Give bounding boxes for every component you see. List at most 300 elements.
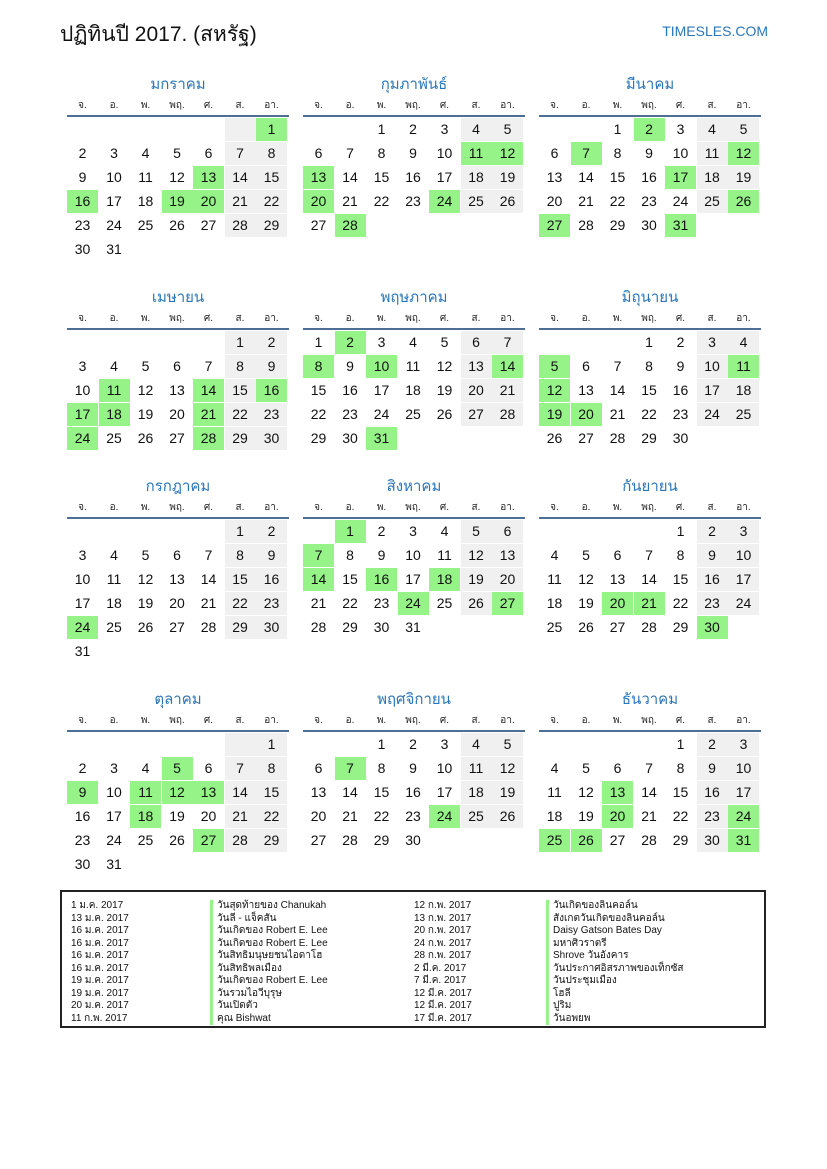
weekday-label: อ. (109, 502, 119, 513)
day-cell: 23 (256, 592, 287, 615)
day-cell: 29 (342, 619, 358, 635)
day-cell: 7 (225, 142, 256, 165)
day-cell: 15 (225, 568, 256, 591)
day-cell: 13 (461, 355, 492, 378)
day-cell: 7 (204, 358, 213, 374)
day-cell: 4 (550, 760, 559, 776)
weekday-label: พฤ. (641, 715, 657, 726)
day-cell: 15 (672, 784, 689, 800)
weekday-header (67, 500, 289, 514)
weekday-label: ศ. (439, 502, 450, 513)
holiday-name: คุณ Bishwat (210, 1013, 328, 1026)
weekday-label: ศ. (675, 313, 686, 324)
day-cell: 28 (578, 217, 594, 233)
weekday-label: อา. (500, 502, 515, 513)
day-cell: 3 (377, 334, 386, 350)
month-title: เมษายน (151, 289, 205, 306)
holiday-day-cell: 17 (67, 403, 98, 426)
day-cell: 10 (436, 145, 453, 161)
holiday-day-cell: 17 (665, 166, 696, 189)
weekday-label: อา. (736, 715, 751, 726)
weekday-label: พฤ. (169, 715, 185, 726)
day-cell: 3 (110, 760, 118, 776)
holiday-date: 16 ม.ค. 2017 (71, 950, 129, 961)
day-cell: 23 (697, 805, 728, 828)
weekday-header (67, 98, 289, 112)
day-cell: 29 (225, 616, 256, 639)
day-cell: 3 (440, 121, 449, 137)
day-cell: 27 (578, 430, 594, 446)
holiday-name: โฮลี (546, 988, 684, 1001)
day-cell: 11 (405, 358, 421, 374)
header-rule (303, 115, 525, 117)
holiday-names-column-2 (546, 900, 684, 1025)
day-cell: 21 (342, 808, 358, 824)
day-cell: 18 (728, 379, 759, 402)
month-title: ตุลาคม (154, 691, 202, 708)
day-cell: 16 (641, 169, 657, 185)
day-cell: 22 (373, 193, 390, 209)
weekday-label: ส. (471, 313, 481, 324)
holiday-date: 20 ก.พ. 2017 (414, 925, 472, 936)
holiday-day-cell: 28 (193, 427, 224, 450)
day-cell: 23 (74, 832, 91, 848)
day-cell: 11 (437, 547, 452, 563)
weekday-header (67, 311, 289, 325)
day-cell: 21 (200, 595, 217, 611)
weekday-label: พ. (376, 502, 387, 513)
weekday-header (303, 311, 525, 325)
header-rule (539, 730, 761, 732)
day-cell: 22 (641, 406, 657, 422)
month-title: มิถุนายน (621, 289, 679, 306)
holiday-day-cell: 20 (602, 592, 633, 615)
holiday-day-cell: 26 (728, 190, 759, 213)
header-rule (539, 328, 761, 330)
day-cell: 1 (256, 733, 287, 756)
day-cell: 2 (409, 736, 417, 752)
weekday-label: อ. (345, 100, 355, 111)
day-cell: 22 (256, 190, 287, 213)
weekday-label: อ. (109, 100, 119, 111)
holiday-name: วันประชุมเมือง (546, 975, 684, 988)
weekday-label: อา. (264, 715, 279, 726)
header-rule (67, 517, 289, 519)
day-cell: 9 (409, 760, 417, 776)
day-cell: 27 (200, 217, 217, 233)
weekday-label: พ. (376, 100, 387, 111)
day-cell: 9 (78, 169, 87, 185)
day-cell: 12 (492, 757, 523, 780)
holiday-name: มหาศิวราตรี (546, 938, 684, 951)
weekday-label: ส. (471, 502, 481, 513)
day-cell: 22 (225, 592, 256, 615)
holiday-day-cell: 16 (67, 190, 98, 213)
day-cell: 30 (373, 619, 390, 635)
day-cell: 9 (377, 547, 386, 563)
weekday-label: จ. (78, 715, 87, 726)
day-cell: 18 (106, 595, 122, 611)
day-cell: 28 (492, 403, 523, 426)
weekday-label: ศ. (203, 715, 214, 726)
day-cell: 7 (204, 547, 213, 563)
day-cell: 7 (492, 331, 523, 354)
holiday-day-cell: 13 (193, 166, 224, 189)
day-cell: 18 (697, 166, 728, 189)
day-cell: 1 (676, 736, 685, 752)
weekday-label: พฤ. (641, 313, 657, 324)
holiday-day-cell: 13 (602, 781, 633, 804)
day-cell: 16 (405, 169, 421, 185)
day-cell: 3 (697, 331, 728, 354)
day-cell: 6 (204, 145, 213, 161)
day-cell: 21 (342, 193, 358, 209)
holiday-name: สังเกตวันเกิดของลินคอล์น (546, 913, 684, 926)
day-cell: 29 (609, 217, 626, 233)
day-cell: 23 (697, 592, 728, 615)
day-cell: 20 (310, 808, 327, 824)
holiday-day-cell: 18 (429, 568, 460, 591)
day-cell: 21 (310, 595, 327, 611)
day-cell: 17 (436, 784, 453, 800)
day-cell: 4 (461, 733, 492, 756)
day-cell: 6 (173, 547, 181, 563)
day-cell: 10 (728, 757, 759, 780)
holiday-day-cell: 16 (256, 379, 287, 402)
weekday-header (303, 500, 525, 514)
day-cell: 21 (641, 808, 657, 824)
day-cell: 19 (436, 382, 453, 398)
month-title: กรกฎาคม (145, 478, 211, 495)
day-cell: 17 (373, 382, 390, 398)
weekday-header (539, 500, 761, 514)
day-cell: 20 (461, 379, 492, 402)
day-cell: 15 (609, 169, 626, 185)
day-cell: 8 (645, 358, 653, 374)
header-rule (67, 115, 289, 117)
holiday-day-cell: 18 (130, 805, 161, 828)
day-cell: 24 (106, 217, 122, 233)
day-cell: 30 (74, 856, 91, 872)
weekday-label: จ. (78, 100, 87, 111)
day-cell: 9 (409, 145, 417, 161)
weekday-label: พฤ. (405, 715, 421, 726)
holiday-day-cell: 5 (162, 757, 193, 780)
day-cell: 31 (106, 856, 122, 872)
weekday-label: อ. (345, 313, 355, 324)
day-cell: 9 (676, 358, 685, 374)
day-cell: 20 (200, 808, 217, 824)
weekday-label: พ. (140, 100, 151, 111)
day-cell: 3 (728, 520, 759, 543)
holiday-date: 7 มี.ค. 2017 (414, 975, 467, 986)
day-cell: 30 (74, 241, 91, 257)
day-cell: 25 (436, 595, 453, 611)
holiday-day-cell: 2 (634, 118, 665, 141)
weekday-label: จ. (314, 502, 323, 513)
holiday-date: 28 ก.พ. 2017 (414, 950, 472, 961)
day-cell: 27 (310, 832, 327, 848)
day-cell: 9 (256, 544, 287, 567)
day-cell: 12 (436, 358, 453, 374)
day-cell: 10 (436, 760, 453, 776)
day-cell: 5 (461, 520, 492, 543)
holiday-day-cell: 31 (665, 214, 696, 237)
holiday-day-cell: 11 (461, 142, 492, 165)
holiday-day-cell: 24 (728, 805, 759, 828)
day-cell: 9 (645, 145, 653, 161)
day-cell: 15 (256, 166, 287, 189)
day-cell: 14 (225, 166, 256, 189)
holiday-day-cell: 9 (67, 781, 98, 804)
day-cell: 5 (728, 118, 759, 141)
weekday-label: พฤ. (405, 100, 421, 111)
weekday-label: ส. (235, 715, 245, 726)
holiday-day-cell: 16 (366, 568, 397, 591)
day-cell: 26 (169, 832, 185, 848)
header-rule (303, 517, 525, 519)
day-cell: 30 (405, 832, 421, 848)
day-cell: 6 (613, 547, 622, 563)
day-cell: 5 (492, 733, 523, 756)
day-cell: 25 (106, 430, 122, 446)
day-cell: 18 (405, 382, 421, 398)
day-cell: 6 (582, 358, 590, 374)
holiday-date: 12 ก.พ. 2017 (414, 900, 472, 911)
day-cell: 6 (461, 331, 492, 354)
holiday-day-cell: 26 (571, 829, 602, 852)
day-cell: 3 (676, 121, 685, 137)
day-cell: 16 (697, 568, 728, 591)
day-cell: 22 (225, 403, 256, 426)
holiday-name: วันเกิดของ Robert E. Lee (210, 975, 328, 988)
day-cell: 6 (492, 520, 523, 543)
day-cell: 2 (78, 760, 87, 776)
day-cell: 31 (405, 619, 421, 635)
day-cell: 18 (546, 595, 563, 611)
weekday-label: ศ. (203, 100, 214, 111)
weekday-label: ศ. (439, 313, 450, 324)
holiday-day-cell: 20 (303, 190, 334, 213)
day-cell: 7 (225, 757, 256, 780)
holiday-day-cell: 7 (571, 142, 602, 165)
holiday-date: 19 ม.ค. 2017 (71, 975, 129, 986)
day-cell: 10 (697, 355, 728, 378)
day-cell: 10 (74, 571, 91, 587)
day-cell: 17 (728, 568, 759, 591)
holiday-date: 2 มี.ค. 2017 (414, 962, 467, 974)
holiday-date: 16 ม.ค. 2017 (71, 962, 129, 974)
weekday-label: พ. (376, 715, 387, 726)
day-cell: 29 (672, 619, 689, 635)
day-cell: 19 (137, 406, 154, 422)
day-cell: 24 (672, 193, 689, 209)
day-cell: 2 (409, 121, 417, 137)
day-cell: 25 (461, 805, 492, 828)
holiday-date: 13 ก.พ. 2017 (414, 912, 472, 924)
day-cell: 2 (377, 523, 386, 539)
day-cell: 8 (225, 355, 256, 378)
weekday-label: อา. (500, 100, 515, 111)
day-cell: 15 (672, 571, 689, 587)
holiday-date: 12 มี.ค. 2017 (414, 987, 472, 999)
holiday-day-cell: 24 (67, 427, 98, 450)
day-cell: 6 (173, 358, 181, 374)
weekday-label: อา. (500, 313, 515, 324)
weekday-label: อ. (109, 313, 119, 324)
day-cell: 7 (613, 358, 622, 374)
day-cell: 19 (137, 595, 154, 611)
day-cell: 1 (645, 334, 653, 350)
day-cell: 2 (697, 733, 728, 756)
day-cell: 26 (546, 430, 563, 446)
holiday-date: 12 มี.ค. 2017 (414, 1000, 472, 1011)
day-cell: 12 (461, 544, 492, 567)
holiday-day-cell: 7 (303, 544, 334, 567)
day-cell: 4 (440, 523, 449, 539)
holiday-date: 16 ม.ค. 2017 (71, 925, 129, 936)
day-cell: 13 (609, 571, 626, 587)
day-cell: 20 (169, 406, 185, 422)
day-cell: 27 (169, 430, 185, 446)
holiday-date: 19 ม.ค. 2017 (71, 987, 129, 999)
holiday-list (60, 890, 766, 1028)
day-cell: 15 (373, 169, 390, 185)
day-cell: 2 (697, 520, 728, 543)
day-cell: 1 (676, 523, 685, 539)
holiday-day-cell: 21 (193, 403, 224, 426)
day-cell: 6 (314, 760, 323, 776)
day-cell: 3 (78, 547, 87, 563)
day-cell: 29 (641, 430, 657, 446)
day-cell: 9 (697, 757, 728, 780)
month-title: มกราคม (150, 76, 206, 93)
day-cell: 17 (728, 781, 759, 804)
day-cell: 31 (106, 241, 122, 257)
day-cell: 27 (609, 619, 626, 635)
day-cell: 18 (137, 193, 154, 209)
day-cell: 17 (405, 571, 421, 587)
header-rule (539, 517, 761, 519)
day-cell: 11 (547, 784, 562, 800)
holiday-name: วันเกิดของ Robert E. Lee (210, 925, 328, 938)
header-rule (539, 115, 761, 117)
holiday-day-cell: 21 (634, 592, 665, 615)
month-title: สิงหาคม (386, 478, 442, 495)
holiday-dates-column-1 (71, 900, 129, 1025)
day-cell: 11 (697, 142, 728, 165)
day-cell: 25 (728, 403, 759, 426)
day-cell: 23 (405, 808, 421, 824)
day-cell: 12 (578, 784, 594, 800)
day-cell: 4 (697, 118, 728, 141)
weekday-header (303, 98, 525, 112)
weekday-label: พฤ. (641, 502, 657, 513)
day-cell: 23 (74, 217, 91, 233)
holiday-day-cell: 1 (256, 118, 287, 141)
day-cell: 23 (641, 193, 657, 209)
weekday-label: พฤ. (169, 313, 185, 324)
holiday-day-cell: 14 (193, 379, 224, 402)
day-cell: 28 (310, 619, 327, 635)
holiday-day-cell: 7 (335, 757, 366, 780)
day-cell: 26 (137, 619, 154, 635)
holiday-name: วันสิทธิมนุษยชนไอดาโฮ (210, 950, 328, 963)
day-cell: 11 (461, 757, 492, 780)
site-link[interactable]: TIMESLES.COM (662, 23, 768, 39)
weekday-label: พฤ. (169, 100, 185, 111)
day-cell: 26 (492, 190, 523, 213)
day-cell: 26 (137, 430, 154, 446)
day-cell: 19 (492, 781, 523, 804)
day-cell: 30 (342, 430, 358, 446)
day-cell: 1 (377, 736, 386, 752)
day-cell: 13 (169, 382, 185, 398)
weekday-header (539, 98, 761, 112)
day-cell: 25 (106, 619, 122, 635)
month-title: ธันวาคม (621, 691, 679, 708)
day-cell: 17 (436, 169, 453, 185)
holiday-name: วันลี - แจ็คสัน (210, 913, 328, 926)
day-cell: 7 (645, 547, 653, 563)
header-rule (303, 730, 525, 732)
day-cell: 11 (138, 169, 153, 185)
day-cell: 2 (256, 331, 287, 354)
day-cell: 14 (200, 571, 217, 587)
day-cell: 20 (492, 568, 523, 591)
day-cell: 8 (256, 142, 287, 165)
holiday-day-cell: 31 (366, 427, 397, 450)
day-cell: 7 (645, 760, 653, 776)
weekday-label: อ. (345, 715, 355, 726)
day-cell: 29 (256, 214, 287, 237)
day-cell: 29 (373, 832, 390, 848)
day-cell: 4 (110, 358, 118, 374)
weekday-label: จ. (78, 313, 87, 324)
day-cell: 12 (578, 571, 594, 587)
day-cell: 1 (225, 331, 256, 354)
day-cell: 28 (641, 619, 657, 635)
weekday-label: พฤ. (169, 502, 185, 513)
day-cell: 25 (137, 217, 154, 233)
holiday-name: วันรวมไอวีบุรุษ (210, 988, 328, 1001)
day-cell: 19 (492, 166, 523, 189)
weekday-label: ศ. (675, 502, 686, 513)
holiday-day-cell: 28 (335, 214, 366, 237)
holiday-day-cell: 12 (539, 379, 570, 402)
day-cell: 3 (78, 358, 87, 374)
empty-weekend-cell (225, 118, 256, 141)
day-cell: 18 (461, 781, 492, 804)
empty-weekend-cell (225, 733, 256, 756)
day-cell: 20 (546, 193, 563, 209)
day-cell: 13 (169, 571, 185, 587)
day-cell: 25 (546, 619, 563, 635)
day-cell: 4 (141, 145, 150, 161)
holiday-date: 20 ม.ค. 2017 (71, 1000, 129, 1011)
day-cell: 24 (697, 403, 728, 426)
weekday-label: ศ. (203, 313, 214, 324)
day-cell: 27 (461, 403, 492, 426)
day-cell: 22 (256, 805, 287, 828)
weekday-label: จ. (314, 715, 323, 726)
day-cell: 23 (256, 403, 287, 426)
weekday-label: จ. (314, 313, 323, 324)
holiday-name: Daisy Gatson Bates Day (546, 925, 684, 938)
weekday-header (539, 311, 761, 325)
weekday-label: ส. (707, 715, 717, 726)
day-cell: 17 (106, 808, 122, 824)
